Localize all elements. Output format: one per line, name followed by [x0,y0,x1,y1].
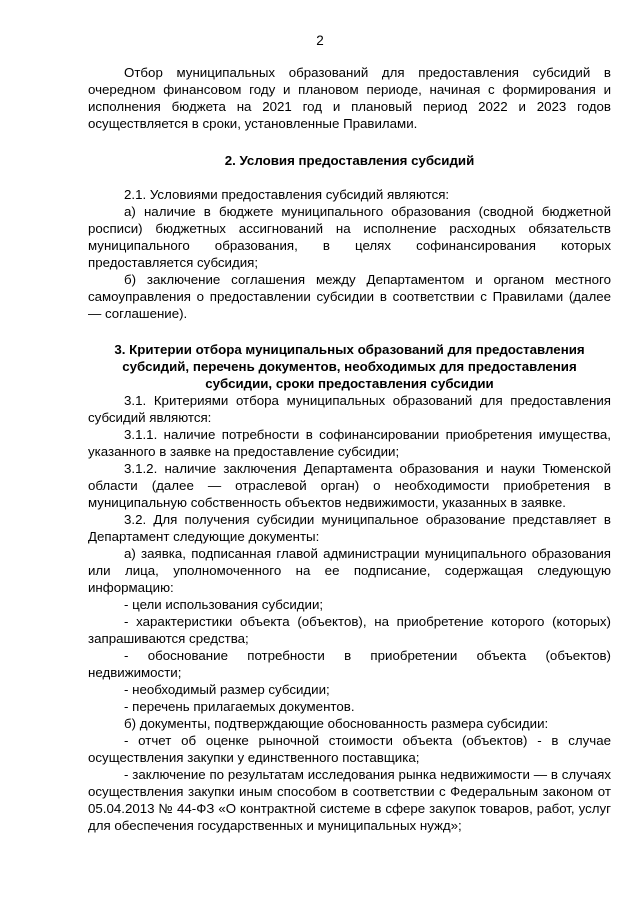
clause-3-2-a: а) заявка, подписанная главой администрации муниципального образования или лица, уполномоченного на ее подписание, содержащая следующую информацию: [88,546,611,595]
list-item: - характеристики объекта (объектов), на приобретение которого (которых) запрашиваются средства; [88,614,611,646]
intro-block [88,64,611,132]
section-2 [88,152,611,169]
section-3-body [88,392,611,834]
list-item: - отчет об оценке рыночной стоимости объекта (объектов) - в случае осуществления закупки у единственного поставщика; [88,733,611,765]
section-3 [88,341,611,392]
section-2-heading: 2. Условия предоставления субсидий [224,153,475,168]
clause-3-1-1: 3.1.1. наличие потребности в софинансировании приобретения имущества, указанного в заявке на предоставление субсидии; [88,427,611,459]
list-item: - заключение по результатам исследования рынка недвижимости — в случаях осуществления закупки иным способом в соответствии с Федеральным законом от 05.04.2013 № 44-ФЗ «О контрактной системе в сфере закупок товаров, работ, услуг для обеспечения государственных и муниципальных нужд»; [88,767,611,833]
clause-2-1: 2.1. Условиями предоставления субсидий являются: [124,187,450,202]
intro-paragraph: Отбор муниципальных образований для предоставления субсидий в очередном финансовом году и плановом периоде, начиная с формирования и исполнения бюджета на 2021 год и плановый период 2022 и 2023 годов осуществляется в сроки, установленные Правилами. [88,65,611,131]
page-number: 2 [316,33,324,48]
list-item: - перечень прилагаемых документов. [124,699,355,714]
clause-3-2-b: б) документы, подтверждающие обоснованность размера субсидии: [124,716,549,731]
clause-3-1-2: 3.1.2. наличие заключения Департамента образования и науки Тюменской области (далее — отраслевой орган) о необходимости приобретения в муниципальную собственность объектов недвижимости, указанных в заявке. [88,461,611,510]
clause-3-2: 3.2. Для получения субсидии муниципальное образование представляет в Департамент следующие документы: [88,512,611,544]
clause-2-1-b: б) заключение соглашения между Департаментом и органом местного самоуправления о предоставлении субсидии в соответствии с Правилами (далее — соглашение). [88,272,611,321]
clause-2-1-a: а) наличие в бюджете муниципального образования (сводной бюджетной росписи) бюджетных ассигнований на исполнение расходных обязательств муниципального образования, в целях софинансирования которых предоставляется субсидия; [88,204,611,270]
list-item: - необходимый размер субсидии; [124,682,330,697]
section-2-body [88,186,611,322]
section-3-heading: 3. Критерии отбора муниципальных образований для предоставления субсидий, перечень документов, необходимых для предоставления субсидии, сроки предоставления субсидии [114,342,585,391]
list-item: - обоснование потребности в приобретении объекта (объектов) недвижимости; [88,648,611,680]
list-item: - цели использования субсидии; [124,597,324,612]
clause-3-1: 3.1. Критериями отбора муниципальных образований для предоставления субсидий являются: [88,393,611,425]
